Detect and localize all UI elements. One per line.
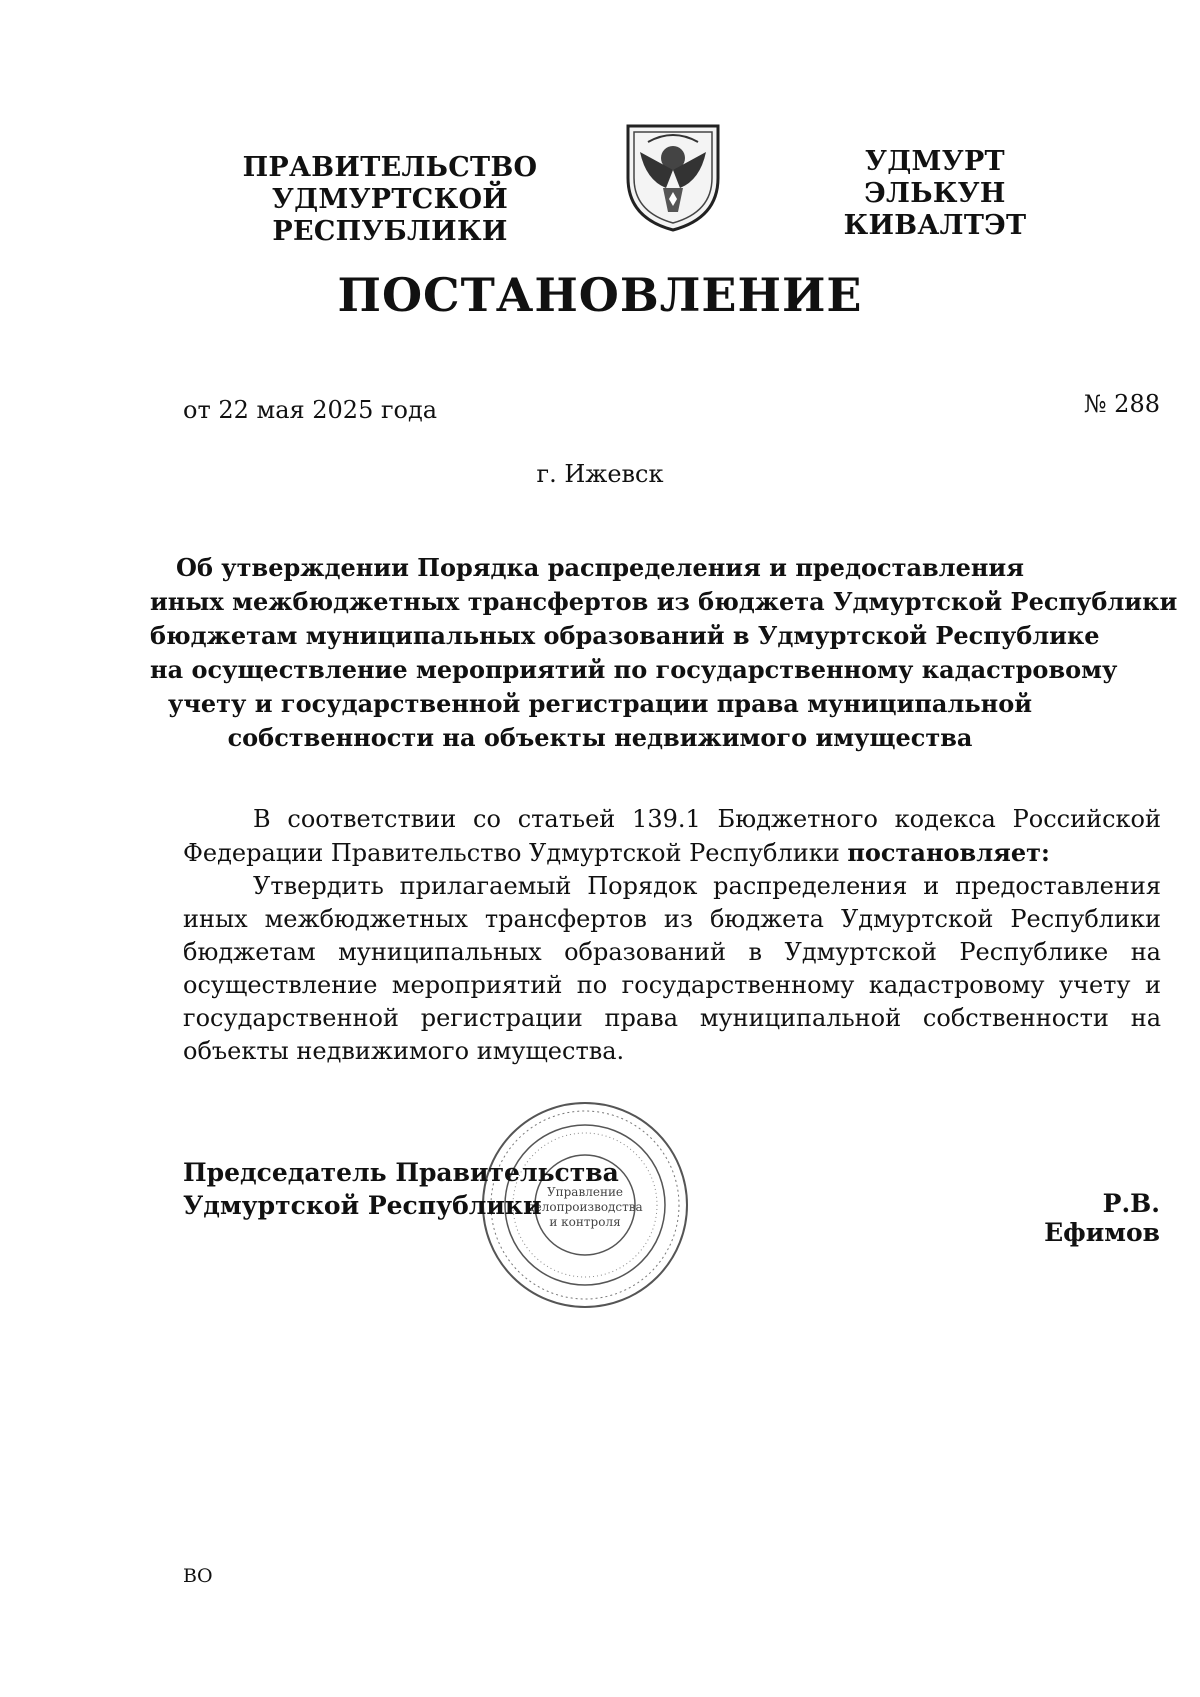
signatory-name: Р.В. Ефимов bbox=[1044, 1189, 1160, 1247]
document-body bbox=[183, 803, 1161, 1068]
stamp-line3: и контроля bbox=[549, 1215, 621, 1229]
government-name-line2: УДМУРТСКОЙ РЕСПУБЛИКИ bbox=[271, 184, 509, 247]
document-subject bbox=[150, 551, 1178, 755]
government-name-udm-line1: УДМУРТ ЭЛЬКУН bbox=[864, 146, 1006, 209]
body-paragraph-preamble bbox=[183, 803, 1161, 870]
document-type-title: ПОСТАНОВЛЕНИЕ bbox=[337, 268, 863, 322]
government-name-udm bbox=[800, 146, 1070, 242]
document-number: № 288 bbox=[1083, 390, 1160, 418]
subject-line: Об утверждении Порядка распределения и предоставления bbox=[176, 553, 1024, 582]
signatory-position-line2: Удмуртской Республики bbox=[183, 1191, 542, 1220]
body-paragraph-resolution: Утвердить прилагаемый Порядок распределения и предоставления иных межбюджетных трансфертов из бюджета Удмуртской Республики бюджетам муниципальных образований в Удмуртской Республике на осуществление мероприятий по государственному кадастровому учету и государственной регистрации права муниципальной собственности на объекты недвижимого имущества. bbox=[183, 872, 1161, 1065]
preamble-text: В соответствии со статьей 139.1 Бюджетного кодекса Российской Федерации Правительство Удмуртской Республики bbox=[183, 805, 1161, 867]
subject-line: иных межбюджетных трансфертов из бюджета Удмуртской Республики bbox=[150, 587, 1178, 616]
government-name-udm-line2: КИВАЛТЭТ bbox=[843, 210, 1027, 241]
stamp-line1: Управление bbox=[546, 1185, 624, 1199]
coat-of-arms-icon bbox=[618, 118, 728, 234]
stamp-line2: делопроизводства bbox=[527, 1200, 643, 1214]
document-city: г. Ижевск bbox=[536, 460, 664, 488]
subject-line: бюджетам муниципальных образований в Удмуртской Республике bbox=[150, 621, 1100, 650]
subject-line: на осуществление мероприятий по государственному кадастровому bbox=[150, 655, 1118, 684]
subject-line: учету и государственной регистрации права муниципальной bbox=[167, 689, 1033, 718]
document-date: от 22 мая 2025 года bbox=[183, 396, 438, 424]
executor-code: ВО bbox=[183, 1565, 213, 1587]
resolves-keyword: постановляет: bbox=[847, 838, 1050, 867]
signatory-position-line1: Председатель Правительства bbox=[183, 1158, 619, 1187]
signatory-position bbox=[183, 1156, 619, 1222]
government-name-ru bbox=[170, 152, 610, 248]
government-name-line1: ПРАВИТЕЛЬСТВО bbox=[242, 152, 538, 183]
subject-line: собственности на объекты недвижимого имущества bbox=[227, 723, 973, 752]
